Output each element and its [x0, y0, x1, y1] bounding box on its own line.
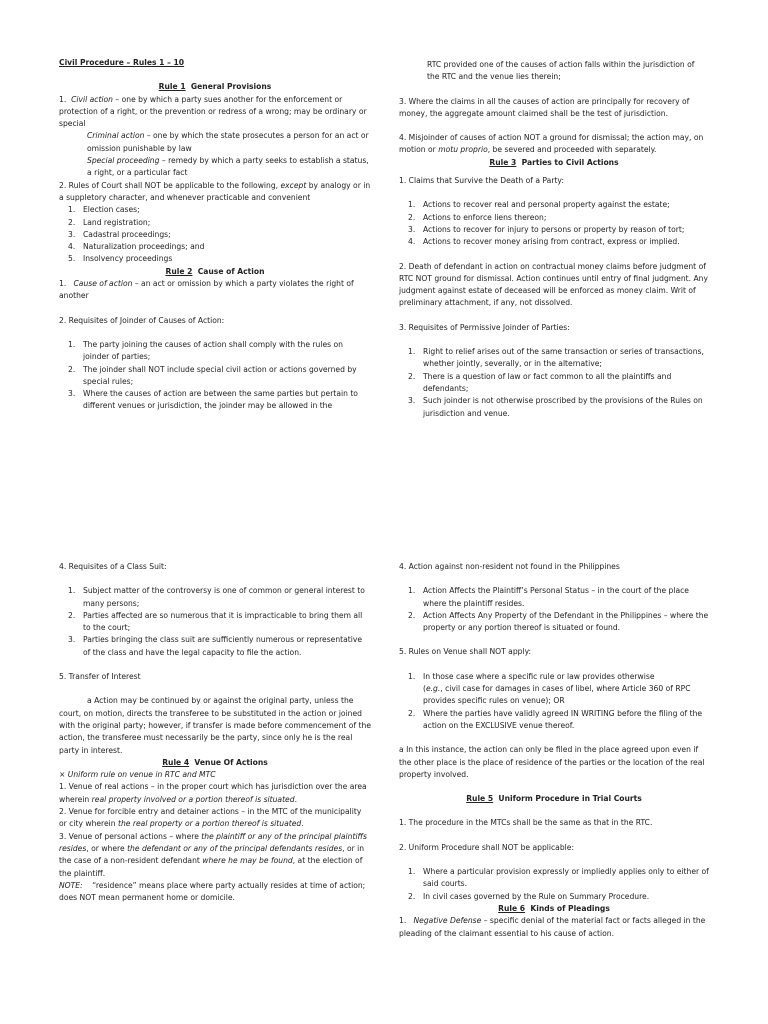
special-proceeding-paragraph: Special proceeding – remedy by which a party seeks to establish a status, a right, or a particular fact [87, 156, 369, 178]
rule-5-heading [399, 793, 709, 805]
residence-note: NOTE: “residence” means place where party actually resides at time of action; does NOT mean permanent home or domicile. [59, 880, 368, 903]
permissive-joinder-heading: 3. Requisites of Permissive Joinder of Parties: [399, 322, 570, 332]
venue-real-actions-paragraph: 1. Venue of real actions – in the proper court which has jurisdiction over the area wherein real property involved or a portion thereof is situated. [59, 782, 367, 804]
list-item: 2. Land registration; [68, 217, 151, 227]
rule-2-heading [59, 266, 371, 278]
uniform-procedure-heading: 2. Uniform Procedure shall NOT be applicable: [399, 842, 575, 852]
list-item: 2. There is a question of law or fact common to all the plaintiffs and defendants; [408, 371, 672, 393]
list-item: 1. Election cases; [68, 205, 140, 215]
list-item: 2. Action Affects Any Property of the Defendant in the Philippines – where the property or any portion thereof is situated or found. [408, 610, 709, 633]
term: Civil action [71, 94, 113, 104]
criminal-action-paragraph: Criminal action – one by which the state prosecutes a person for an act or omission punishable by law [87, 131, 369, 153]
death-of-defendant-paragraph: 2. Death of defendant in action on contractual money claims before judgment of RTC NOT ground for dismissal. Action continues until entry of final judgment. Any judgment against estate of deceased will be enforced as money claim. Writ of preliminary attachment, if any, not dissolved. [399, 261, 708, 308]
list-item: 1. Subject matter of the controversy is one of common or general interest to many persons; [68, 586, 365, 608]
rule-title: Venue Of Actions [194, 757, 268, 767]
rule-title: Kinds of Pleadings [530, 903, 610, 913]
list-item: 2. In civil cases governed by the Rule on Summary Procedure. [408, 891, 650, 901]
claims-list [399, 199, 709, 248]
rules-venue-heading: 5. Rules on Venue shall NOT apply: [399, 647, 532, 657]
rule-number: Rule 3 [489, 157, 517, 167]
class-suit-list [59, 585, 371, 659]
civil-action-paragraph: 1. Civil action – one by which a party sues another for the enforcement or protection of a right, or the prevention or redress of a wrong; may be ordinary or special [59, 94, 367, 129]
rule-number: Rule 6 [498, 903, 526, 913]
mtc-procedure-paragraph: 1. The procedure in the MTCs shall be the same as that in the RTC. [399, 818, 653, 828]
venue-forcible-entry-paragraph: 2. Venue for forcible entry and detainer actions – in the MTC of the municipality or city wherein the real property or a portion thereof is situated. [59, 807, 362, 829]
rule-title: Parties to Civil Actions [521, 157, 619, 167]
venue-personal-actions-paragraph: 3. Venue of personal actions – where the plaintiff or any of the principal plaintiffs resides, or where the defendant or any of the principal defendants resides, or in the case of a non-resident defendant where he may be found, at the election of the plaintiff. [59, 831, 367, 878]
transfer-heading: 5. Transfer of Interest [59, 672, 141, 682]
term: Special proceeding [87, 156, 160, 166]
joinder-list [59, 339, 371, 413]
rule-3-heading [399, 157, 709, 169]
uniform-procedure-list [399, 866, 709, 903]
cause-of-action-paragraph: 1. Cause of action – an act or omission by which a party violates the right of another [59, 279, 354, 301]
paragraph-4: 4. Misjoinder of causes of action NOT a ground for dismissal; the action may, on motion or motu proprio, be severed and proceeded with separately. [399, 133, 704, 155]
rule-number: Rule 2 [165, 266, 193, 276]
list-item: 1. Action Affects the Plaintiff’s Personal Status – in the court of the place where the plaintiff resides. [408, 586, 689, 608]
column-1 [59, 57, 371, 413]
continuation-text: RTC provided one of the causes of action falls within the jurisdiction of the RTC and the venue lies therein; [427, 60, 695, 82]
list-item: 2. Where the parties have validly agreed IN WRITING before the filing of the action on the EXCLUSIVE venue thereof. [408, 708, 703, 730]
list-item: 3. Actions to recover for injury to persons or property by reason of tort; [408, 224, 685, 234]
rule-4-heading [59, 757, 371, 769]
rule-number: Rule 1 [158, 82, 186, 92]
list-item: 2. Parties affected are so numerous that it is impracticable to bring them all to the court; [68, 610, 363, 633]
rule-title: General Provisions [190, 82, 272, 92]
list-item: 1. In those case where a specific rule or law provides otherwise (e.g., civil case for damages in cases of libel, where Article 360 of RPC provides specific rules on venue); OR [408, 671, 691, 706]
list-item: 2. The joinder shall NOT include special civil action or actions governed by special rules; [68, 364, 357, 386]
list-item: 1. Right to relief arises out of the same transaction or series of transactions, whether jointly, severally, or in the alternative; [408, 347, 704, 369]
term: Negative Defense [413, 916, 482, 926]
column-3 [59, 561, 371, 904]
list-item: 3. Parties bringing the class suit are sufficiently numerous or representative of the class and have the legal capacity to file the action. [68, 635, 363, 657]
negative-defense-paragraph: 1. Negative Defense – specific denial of the material fact or facts alleged in the pleading of the claimant essential to his cause of action. [399, 916, 706, 938]
nonresident-heading: 4. Action against non-resident not found in the Philippines [399, 562, 620, 571]
list-item: 3. Such joinder is not otherwise proscribed by the provisions of the Rules on jurisdiction and venue. [408, 396, 703, 418]
rule-title: Uniform Procedure in Trial Courts [498, 794, 642, 804]
term: Criminal action [87, 131, 145, 141]
uniform-rule-note: × Uniform rule on venue in RTC and MTC [59, 770, 216, 780]
column-2 [399, 59, 709, 420]
rule-number: Rule 4 [162, 757, 190, 767]
term: Cause of action [73, 279, 133, 289]
rule-1-heading [59, 81, 371, 93]
exceptions-list [59, 204, 371, 265]
list-item: 1. Where a particular provision expressly or impliedly applies only to either of said courts. [408, 867, 709, 889]
document-title: Civil Procedure – Rules 1 – 10 [59, 58, 185, 67]
list-item: 1. The party joining the causes of action shall comply with the rules on joinder of parties; [68, 339, 343, 362]
transfer-paragraph: a Action may be continued by or against the original party, unless the court, on motion, directs the transferee to be substituted in the action or joined with the original party; however, if transfer is made before commencement of the action, the transferee must necessarily be the party, since only he is the real party in interest. [59, 696, 371, 755]
paragraph-3: 3. Where the claims in all the causes of action are principally for recovery of money, the aggregate amount claimed shall be the test of jurisdiction. [399, 96, 690, 118]
list-item: 1. Actions to recover real and personal property against the estate; [408, 200, 670, 210]
list-item: 3. Where the causes of action are between the same parties but pertain to different venues or jurisdiction, the joinder may be allowed in the [68, 389, 358, 411]
rule-title: Cause of Action [197, 266, 265, 276]
rules-venue-list [399, 671, 709, 732]
rule-6-heading [399, 903, 709, 915]
joinder-heading: 2. Requisites of Joinder of Causes of Action: [59, 315, 225, 325]
rule-number: Rule 5 [466, 794, 494, 804]
permissive-joinder-list [399, 346, 709, 420]
list-item: 5. Insolvency proceedings [68, 254, 173, 264]
list-item: 3. Cadastral proceedings; [68, 229, 171, 239]
column-4 [399, 561, 709, 940]
exclusive-venue-paragraph: a In this instance, the action can only be filed in the place agreed upon even if the other place is the place of residence of the parties or the location of the real property involved. [399, 745, 705, 779]
list-item: 2. Actions to enforce liens thereon; [408, 212, 547, 222]
list-item: 4. Actions to recover money arising from contract, express or implied. [408, 237, 680, 247]
nonresident-list [399, 585, 709, 634]
class-suit-heading: 4. Requisites of a Class Suit: [59, 562, 167, 571]
claims-heading: 1. Claims that Survive the Death of a Party: [399, 176, 564, 186]
list-item: 4. Naturalization proceedings; and [68, 242, 205, 252]
rules-not-applicable-paragraph: 2. Rules of Court shall NOT be applicable to the following, except by analogy or in a suppletory character, and whenever practicable and convenient [59, 180, 371, 202]
